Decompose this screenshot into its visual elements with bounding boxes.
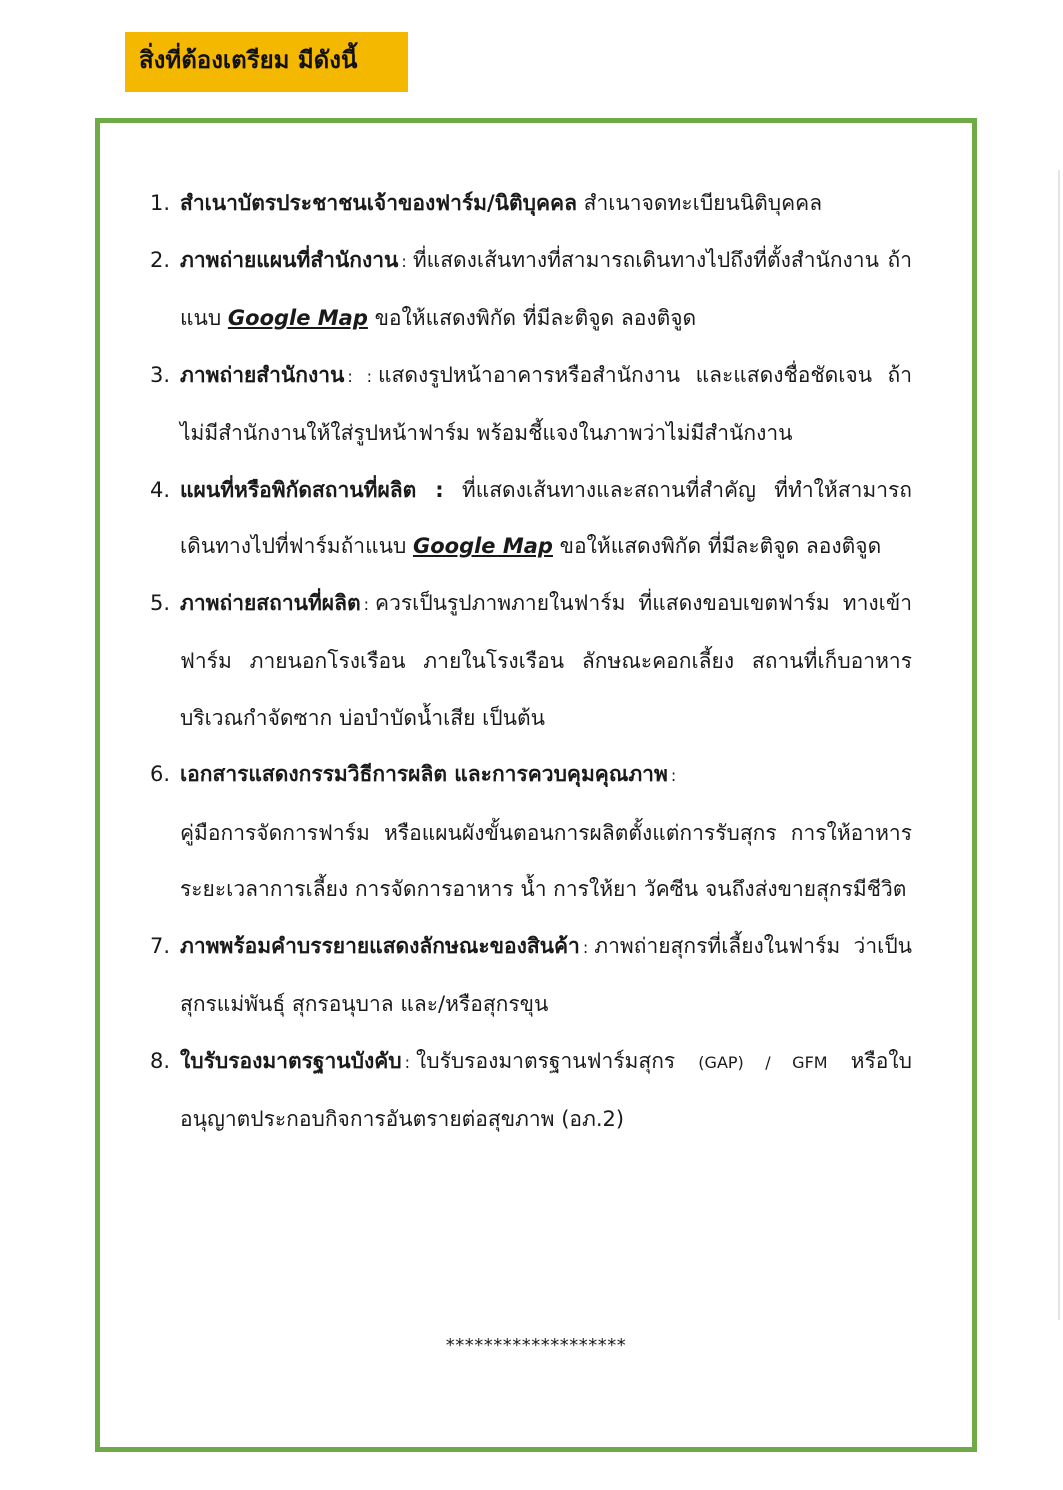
item-text: ที่แสดงเส้นทางและสถานที่สำคัญ ที่ทำให้สามารถเดินทางไปที่ฟาร์มถ้าแนบ: [180, 477, 912, 558]
item-text: ขอให้แสดงพิกัด ที่มีละติจูด ลองติจูด: [552, 534, 882, 558]
item-number: 8.: [150, 1048, 171, 1073]
item-title: ภาพพร้อมคำบรรยายแสดงลักษณะของสินค้า: [180, 933, 580, 958]
item-number: 2.: [150, 247, 171, 272]
item-number: 1.: [150, 191, 171, 215]
list-item: [150, 462, 912, 575]
item-text: คู่มือการจัดการฟาร์ม หรือแผนผังขั้นตอนการผลิตตั้งแต่การรับสุกร การให้อาหาร ระยะเวลาการเลี้ยง การจัดการอาหาร น้ำ การให้ยา วัคซีน จนถึงส่งขายสุกรมีชีวิต: [180, 820, 912, 901]
list-item: [150, 575, 912, 747]
page-heading: สิ่งที่ต้องเตรียม มีดังนี้: [125, 32, 408, 92]
item-title: ภาพถ่ายสถานที่ผลิต: [180, 590, 361, 615]
item-number: 3.: [150, 362, 171, 387]
item-separator: : :: [347, 366, 372, 386]
list-item: [150, 347, 912, 462]
standard-codes: (GAP) / GFM: [698, 1052, 828, 1072]
list-item: [150, 232, 912, 347]
list-item: [150, 1033, 912, 1148]
google-map-link[interactable]: Google Map: [412, 534, 553, 558]
list-item: [150, 746, 912, 918]
page-edge-line: [1058, 170, 1060, 1320]
item-separator: :: [404, 1052, 410, 1072]
item-text: ขอให้แสดงพิกัด ที่มีละติจูด ลองติจูด: [367, 306, 697, 330]
item-separator: :: [670, 766, 677, 785]
item-number: 7.: [150, 933, 171, 958]
item-title: ใบรับรองมาตรฐานบังคับ: [180, 1048, 402, 1073]
item-separator: :: [582, 937, 589, 957]
end-separator: *******************: [445, 1335, 627, 1356]
item-title: ภาพถ่ายแผนที่สำนักงาน: [180, 247, 399, 272]
item-text: สำเนาจดทะเบียนนิติบุคคล: [576, 191, 823, 215]
item-number: 6.: [150, 762, 171, 786]
item-text: แสดงรูปหน้าอาคารหรือสำนักงาน และแสดงชื่อชัดเจน ถ้าไม่มีสำนักงานให้ใส่รูปหน้าฟาร์ม พร้อมชี้แจงในภาพว่าไม่มีสำนักงาน: [180, 362, 913, 445]
item-title: สำเนาบัตรประชาชนเจ้าของฟาร์ม/นิติบุคคล: [180, 191, 577, 215]
item-title: ภาพถ่ายสำนักงาน: [180, 362, 345, 387]
list-item: [150, 918, 912, 1033]
item-number: 4.: [150, 477, 171, 502]
item-number: 5.: [150, 590, 171, 615]
google-map-link[interactable]: Google Map: [227, 306, 368, 330]
item-title: เอกสารแสดงกรรมวิธีการผลิต และการควบคุมคุณภาพ: [180, 762, 668, 786]
requirements-box: [95, 118, 977, 1452]
item-separator: :: [363, 594, 370, 614]
item-separator: :: [401, 251, 407, 271]
item-text: ใบรับรองมาตรฐานฟาร์มสุกร: [415, 1048, 699, 1073]
item-text: ภาพถ่ายสุกรที่เลี้ยงในฟาร์ม ว่าเป็นสุกรแม่พันธุ์ สุกรอนุบาล และ/หรือสุกรขุน: [180, 933, 912, 1016]
item-text: ควรเป็นรูปภาพภายในฟาร์ม ที่แสดงขอบเขตฟาร์ม ทางเข้าฟาร์ม ภายนอกโรงเรือน ภายในโรงเรือน ลักษณะคอกเลี้ยง สถานที่เก็บอาหาร บริเวณกำจัดซาก บ่อบำบัดน้ำเสีย เป็นต้น: [180, 590, 912, 730]
requirements-list: [150, 175, 912, 1148]
item-text: ที่แสดงเส้นทางที่สามารถเดินทางไปถึงที่ตั้งสำนักงาน ถ้าแนบ: [180, 247, 912, 330]
list-item: [150, 175, 912, 232]
item-title: แผนที่หรือพิกัดสถานที่ผลิต :: [180, 477, 444, 502]
item-text: หรือใบอนุญาตประกอบกิจการอันตรายต่อสุขภาพ (อภ.2): [180, 1048, 912, 1131]
